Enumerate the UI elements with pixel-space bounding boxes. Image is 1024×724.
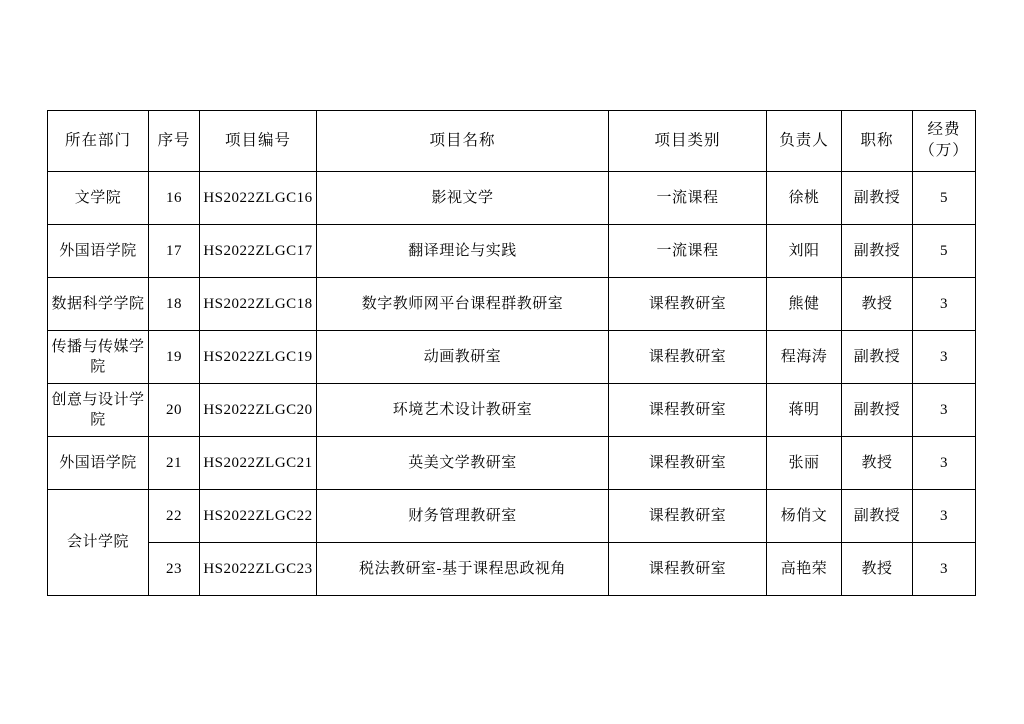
cell-code: HS2022ZLGC18 xyxy=(200,278,317,331)
column-header-leader: 负责人 xyxy=(767,111,842,172)
cell-category: 课程教研室 xyxy=(609,543,767,596)
cell-category: 课程教研室 xyxy=(609,278,767,331)
table-body xyxy=(48,172,976,596)
column-header-category: 项目类别 xyxy=(609,111,767,172)
cell-title: 副教授 xyxy=(842,384,913,437)
cell-dept: 数据科学学院 xyxy=(48,278,149,331)
column-header-dept: 所在部门 xyxy=(48,111,149,172)
column-header-title: 职称 xyxy=(842,111,913,172)
column-header-fee-line2: （万） xyxy=(919,142,969,159)
column-header-name: 项目名称 xyxy=(317,111,609,172)
cell-leader: 刘阳 xyxy=(767,225,842,278)
table-row xyxy=(48,490,976,543)
cell-name: 环境艺术设计教研室 xyxy=(317,384,609,437)
cell-dept-merged: 会计学院 xyxy=(48,490,149,596)
column-header-no: 序号 xyxy=(149,111,200,172)
column-header-fee xyxy=(913,111,976,172)
column-header-fee-line1: 经费 xyxy=(927,121,961,139)
cell-category: 课程教研室 xyxy=(609,384,767,437)
cell-leader: 高艳荣 xyxy=(767,543,842,596)
cell-dept: 外国语学院 xyxy=(48,437,149,490)
cell-fee: 3 xyxy=(913,543,976,596)
cell-dept: 传播与传媒学院 xyxy=(48,331,149,384)
cell-code: HS2022ZLGC16 xyxy=(200,172,317,225)
cell-code: HS2022ZLGC23 xyxy=(200,543,317,596)
cell-category: 课程教研室 xyxy=(609,490,767,543)
cell-code: HS2022ZLGC21 xyxy=(200,437,317,490)
cell-title: 教授 xyxy=(842,543,913,596)
table-header xyxy=(48,111,976,172)
cell-no: 20 xyxy=(149,384,200,437)
project-table xyxy=(47,110,976,596)
cell-fee: 5 xyxy=(913,225,976,278)
cell-category: 课程教研室 xyxy=(609,437,767,490)
cell-name: 英美文学教研室 xyxy=(317,437,609,490)
cell-title: 副教授 xyxy=(842,225,913,278)
cell-leader: 程海涛 xyxy=(767,331,842,384)
table-row xyxy=(48,437,976,490)
cell-name: 动画教研室 xyxy=(317,331,609,384)
cell-fee: 3 xyxy=(913,331,976,384)
column-header-code: 项目编号 xyxy=(200,111,317,172)
cell-no: 21 xyxy=(149,437,200,490)
cell-no: 19 xyxy=(149,331,200,384)
cell-title: 教授 xyxy=(842,437,913,490)
cell-no: 22 xyxy=(149,490,200,543)
cell-dept: 文学院 xyxy=(48,172,149,225)
cell-title: 副教授 xyxy=(842,331,913,384)
table-row xyxy=(48,278,976,331)
table-container xyxy=(47,110,975,596)
cell-dept: 外国语学院 xyxy=(48,225,149,278)
table-row xyxy=(48,172,976,225)
table-row xyxy=(48,331,976,384)
cell-title: 副教授 xyxy=(842,490,913,543)
cell-category: 一流课程 xyxy=(609,172,767,225)
cell-fee: 3 xyxy=(913,490,976,543)
cell-no: 17 xyxy=(149,225,200,278)
cell-leader: 熊健 xyxy=(767,278,842,331)
table-header-row xyxy=(48,111,976,172)
cell-code: HS2022ZLGC17 xyxy=(200,225,317,278)
cell-fee: 5 xyxy=(913,172,976,225)
cell-title: 教授 xyxy=(842,278,913,331)
cell-leader: 徐桃 xyxy=(767,172,842,225)
cell-name: 数字教师网平台课程群教研室 xyxy=(317,278,609,331)
cell-code: HS2022ZLGC19 xyxy=(200,331,317,384)
cell-dept: 创意与设计学院 xyxy=(48,384,149,437)
cell-no: 18 xyxy=(149,278,200,331)
cell-leader: 杨俏文 xyxy=(767,490,842,543)
cell-code: HS2022ZLGC22 xyxy=(200,490,317,543)
cell-no: 23 xyxy=(149,543,200,596)
cell-name: 财务管理教研室 xyxy=(317,490,609,543)
cell-code: HS2022ZLGC20 xyxy=(200,384,317,437)
table-row xyxy=(48,225,976,278)
table-row xyxy=(48,543,976,596)
cell-no: 16 xyxy=(149,172,200,225)
cell-fee: 3 xyxy=(913,384,976,437)
table-row xyxy=(48,384,976,437)
cell-leader: 张丽 xyxy=(767,437,842,490)
cell-name: 税法教研室-基于课程思政视角 xyxy=(317,543,609,596)
cell-name: 影视文学 xyxy=(317,172,609,225)
cell-category: 一流课程 xyxy=(609,225,767,278)
cell-fee: 3 xyxy=(913,437,976,490)
cell-leader: 蒋明 xyxy=(767,384,842,437)
cell-title: 副教授 xyxy=(842,172,913,225)
cell-fee: 3 xyxy=(913,278,976,331)
cell-name: 翻译理论与实践 xyxy=(317,225,609,278)
cell-category: 课程教研室 xyxy=(609,331,767,384)
